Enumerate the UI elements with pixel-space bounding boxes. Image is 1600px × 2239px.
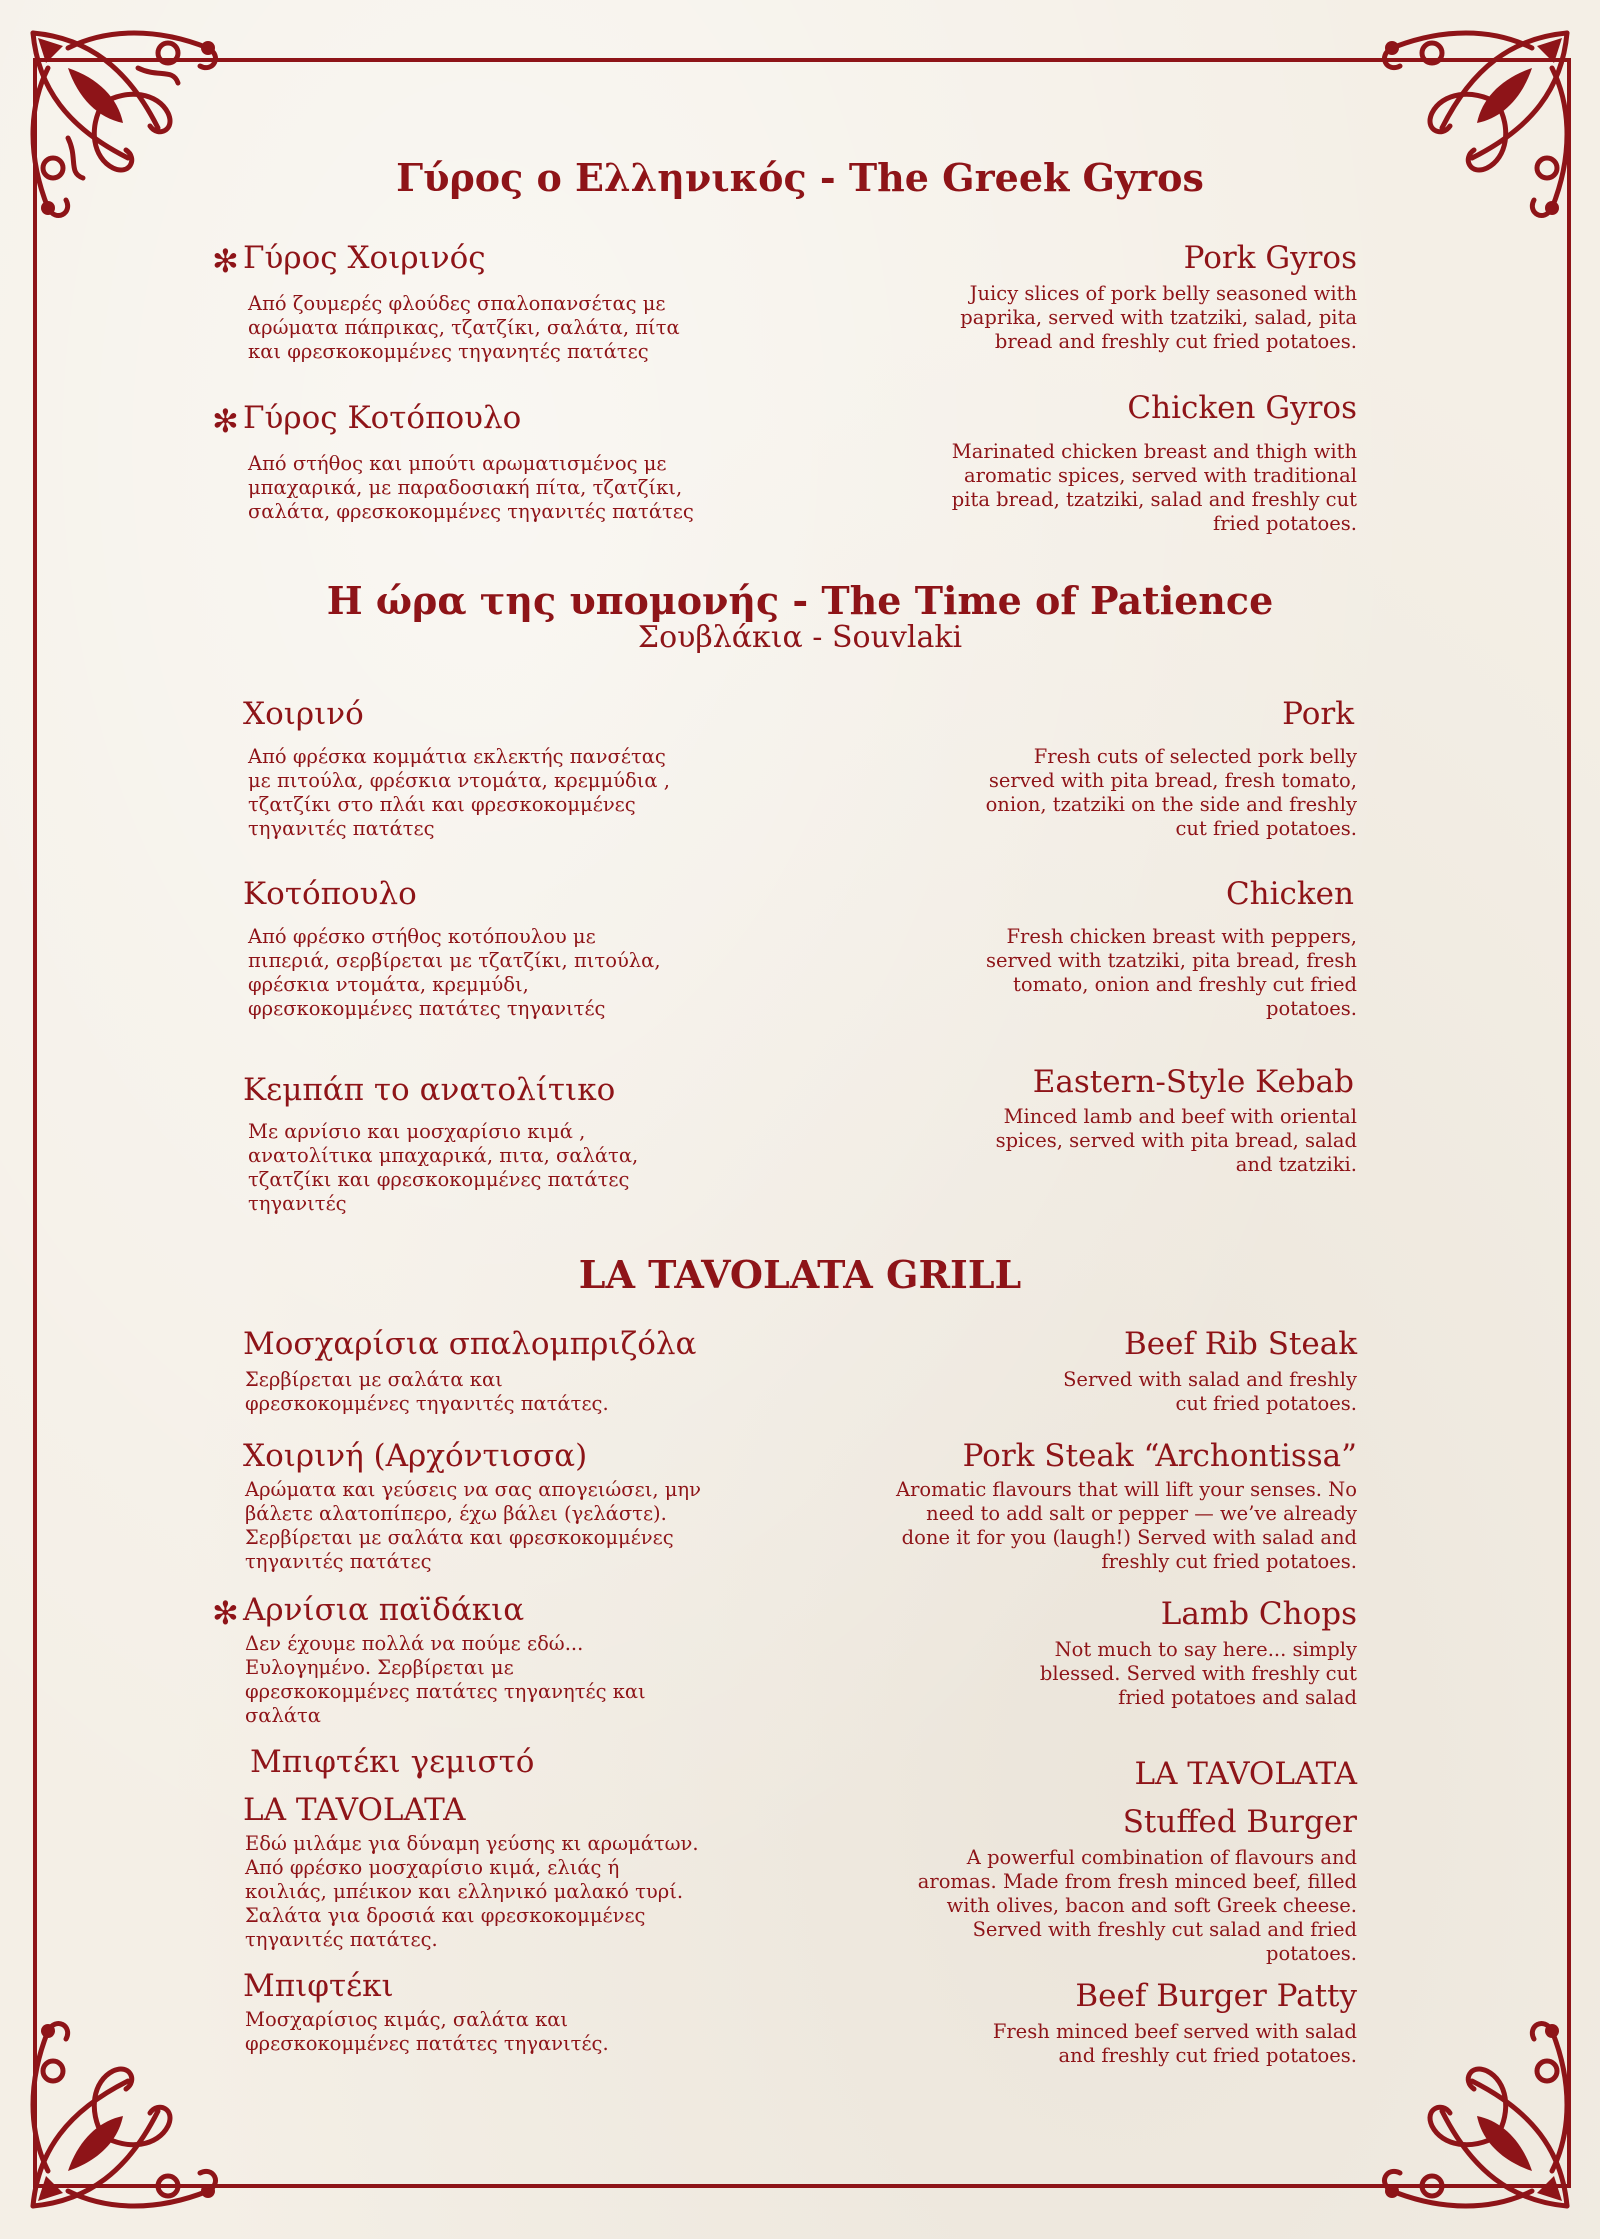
item-desc-en-kebab: Minced lamb and beef with oriental spices, served with pita bread, salad and tzatziki. [995,1105,1357,1176]
item-desc-en-beef-rib-steak: Served with salad and freshly cut fried potatoes. [1063,1368,1357,1415]
item-title-gr-kebab: Κεμπάπ το ανατολίτικο [243,1072,616,1108]
item-title-en-pork-gyros: Pork Gyros [1183,240,1357,276]
item-desc-en-pork-steak: Aromatic flavours that will lift your senses. No need to add salt or pepper — we’ve already done it for you (laugh!) Served with salad and freshly cut fried potatoes. [895,1478,1357,1573]
item-title-gr-beef-rib-steak: Μοσχαρίσια σπαλομπριζόλα [243,1326,697,1362]
item-desc-gr-stuffed-burger: Εδώ μιλάμε για δύναμη γεύσης κι αρωμάτων. Από φρέσκο μοσχαρίσιο κιμά, ελιάς ή κοιλιάς, μπέικον και ελληνικό μαλακό τυρί. Σαλάτα για δροσιά και φρεσκοκομμένες τηγανιτές πατάτες. [245,1832,699,1951]
ornament-corner-icon [8,1991,248,2231]
ornament-corner-icon [1352,1991,1592,2231]
star-icon: ✻ [212,242,239,280]
item-desc-gr-pork-gyros: Από ζουμερές φλούδες σπαλοπανσέτας με αρώματα πάπρικας, τζατζίκι, σαλάτα, πίτα και φρεσκοκομμένες τηγανητές πατάτες [248,292,680,363]
item-title-gr-lamb-chops: Αρνίσια παϊδάκια [243,1592,525,1628]
item-title-en-burger-patty: Beef Burger Patty [1075,1978,1357,2014]
item-title-gr-pork-gyros: Γύρος Χοιρινός [243,240,486,276]
item-title-en-lamb-chops: Lamb Chops [1160,1596,1357,1632]
item-desc-gr-pork-steak: Αρώματα και γεύσεις να σας απογειώσει, μην βάλετε αλατοπίπερο, έχω βάλει (γελάστε). Σερβίρεται με σαλάτα και φρεσκοκομμένες τηγανιτές πατάτες [245,1478,701,1573]
item-title-en-chicken: Chicken [1225,876,1354,912]
section-title-gyros: Γύρος ο Ελληνικός - The Greek Gyros [396,155,1204,200]
item-desc-en-pork: Fresh cuts of selected pork belly served with pita bread, fresh tomato, onion, tzatziki on the side and freshly cut fried potatoes. [985,745,1357,840]
item-title-gr-pork-steak: Χοιρινή (Αρχόντισσα) [243,1438,588,1474]
item-title-en-stuffed-burger: Stuffed Burger [1122,1804,1357,1840]
item-title-en-kebab: Eastern-Style Kebab [1032,1064,1354,1100]
star-icon: ✻ [212,402,239,440]
section-subtitle-souvlaki: Σουβλάκια - Souvlaki [637,620,963,655]
section-title-grill: LA TAVOLATA GRILL [578,1252,1022,1297]
item-title-en-pork-steak: Pork Steak “Archontissa” [962,1438,1357,1474]
item-desc-en-pork-gyros: Juicy slices of pork belly seasoned with paprika, served with tzatziki, salad, pita bread and freshly cut fried potatoes. [960,282,1357,353]
ornament-corner-icon [8,8,248,248]
item-title-gr-chicken-gyros: Γύρος Κοτόπουλο [243,400,522,436]
item-title-gr-stuffed-burger: Μπιφτέκι γεμιστό [250,1744,535,1780]
item-title-gr-chicken: Κοτόπουλο [243,876,417,912]
item-desc-en-chicken-gyros: Marinated chicken breast and thigh with aromatic spices, served with traditional pita bread, tzatziki, salad and freshly cut fried potatoes. [951,440,1357,535]
ornament-corner-icon [1352,8,1592,248]
item-title-gr-stuffed-burger-brand: LA TAVOLATA [243,1792,466,1828]
star-icon: ✻ [212,1594,239,1632]
item-desc-gr-chicken: Από φρέσκο στήθος κοτόπουλου με πιπεριά, σερβίρεται με τζατζίκι, πιτούλα, φρέσκια ντομάτα, κρεμμύδι, φρεσκοκομμένες πατάτες τηγανιτές [248,925,661,1020]
section-title-souvlaki: Η ώρα της υπομονής - The Time of Patience [326,578,1274,623]
item-title-en-pork: Pork [1282,696,1354,732]
item-title-en-chicken-gyros: Chicken Gyros [1127,390,1357,426]
item-desc-gr-burger-patty: Μοσχαρίσιος κιμάς, σαλάτα και φρεσκοκομμένες πατάτες τηγανιτές. [245,2008,609,2055]
item-desc-en-lamb-chops: Not much to say here... simply blessed. Served with freshly cut fried potatoes and salad [1039,1638,1357,1709]
item-title-en-stuffed-burger-brand: LA TAVOLATA [1134,1756,1357,1792]
item-desc-en-stuffed-burger: A powerful combination of flavours and aromas. Made from fresh minced beef, filled with olives, bacon and soft Greek cheese. Served with freshly cut salad and fried potatoes. [917,1846,1357,1965]
item-title-en-beef-rib-steak: Beef Rib Steak [1123,1326,1357,1362]
item-desc-gr-pork: Από φρέσκα κομμάτια εκλεκτής πανσέτας με πιτούλα, φρέσκια ντομάτα, κρεμμύδια , τζατζίκι στο πλάι και φρεσκοκομμένες τηγανιτές πατάτες [248,745,670,840]
item-title-gr-pork: Χοιρινό [243,696,364,732]
item-desc-gr-chicken-gyros: Από στήθος και μπούτι αρωματισμένος με μπαχαρικά, με παραδοσιακή πίτα, τζατζίκι, σαλάτα, φρεσκοκομμένες τηγανιτές πατάτες [248,452,694,523]
item-desc-en-burger-patty: Fresh minced beef served with salad and freshly cut fried potatoes. [992,2020,1357,2067]
item-desc-gr-beef-rib-steak: Σερβίρεται με σαλάτα και φρεσκοκομμένες τηγανιτές πατάτες. [245,1368,609,1415]
item-title-gr-burger-patty: Μπιφτέκι [243,1968,394,2004]
item-desc-en-chicken: Fresh chicken breast with peppers, served with tzatziki, pita bread, fresh tomato, onion and freshly cut fried potatoes. [985,925,1357,1020]
item-desc-gr-kebab: Με αρνίσιο και μοσχαρίσιο κιμά , ανατολίτικα μπαχαρικά, πιτα, σαλάτα, τζατζίκι και φρεσκοκομμένες πατάτες τηγανιτές [248,1120,639,1215]
item-desc-gr-lamb-chops: Δεν έχουμε πολλά να πούμε εδώ... Ευλογημένο. Σερβίρεται με φρεσκοκομμένες πατάτες τηγανητές και σαλάτα [245,1632,646,1727]
